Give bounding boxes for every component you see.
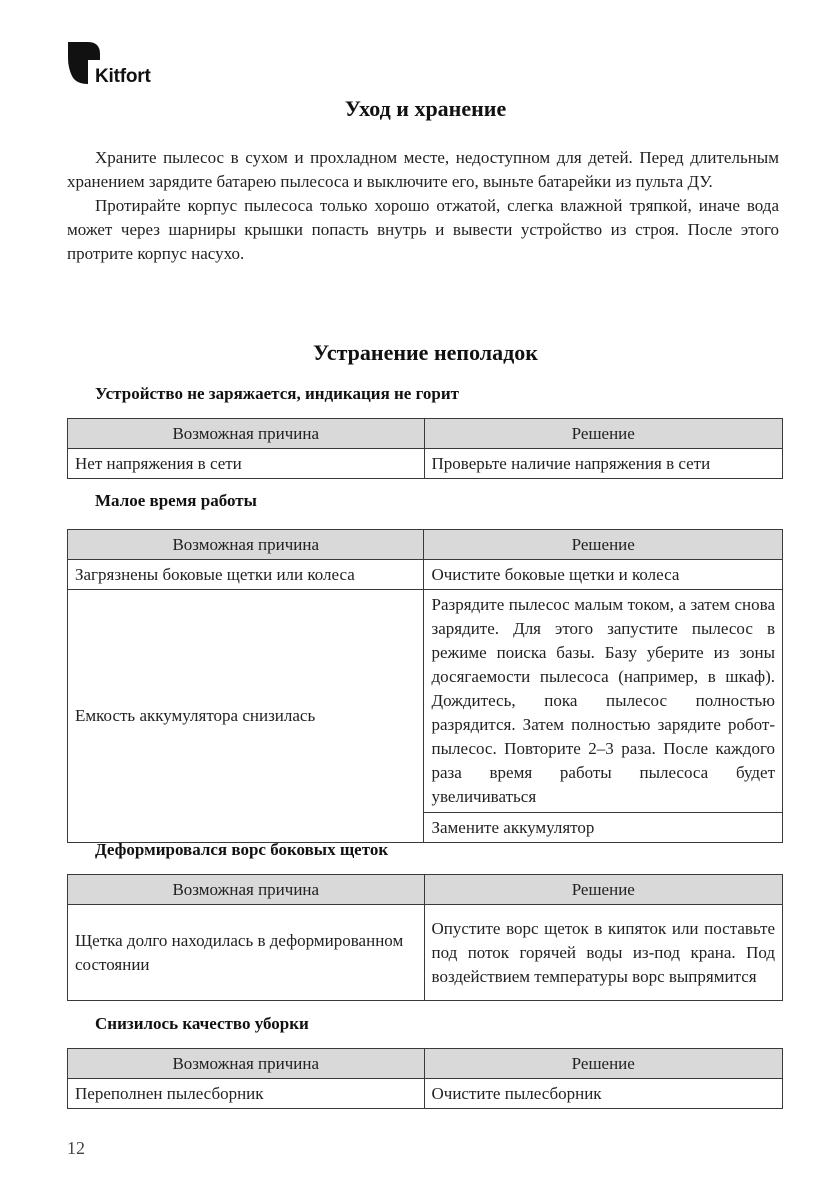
header-cause: Возможная причина [68,530,424,560]
cause-cell: Щетка долго находилась в деформированном состоянии [68,905,425,1001]
table-header-row [68,1049,783,1079]
solution-cell: Очистите боковые щетки и колеса [424,560,783,590]
header-solution: Решение [424,530,783,560]
table-row [68,590,783,813]
header-cause: Возможная причина [68,875,425,905]
table-short-runtime [67,529,783,843]
brand-name: Kitfort [95,66,151,87]
table-header-row [68,419,783,449]
cause-cell: Нет напряжения в сети [68,449,425,479]
table-header-row [68,875,783,905]
header-cause: Возможная причина [68,419,425,449]
section-title-not-charging: Устройство не заряжается, индикация не горит [95,384,459,403]
care-paragraph-2: Протирайте корпус пылесоса только хорошо отжатой, слегка влажной тряпкой, иначе вода может через шарниры крышки попасть внутрь и вывести устройство из строя. После этого протрите корпус насухо. [67,196,779,263]
table-row [68,905,783,1001]
troubleshooting-title: Устранение неполадок [313,340,538,365]
table-header-row [68,530,783,560]
header-solution: Решение [424,419,783,449]
section-title-cleaning-quality: Снизилось качество уборки [95,1014,309,1033]
section-title-bristles-deformed: Деформировался ворс боковых щеток [95,840,389,859]
solution-cell: Опустите ворс щеток в кипяток или поставьте под поток горячей воды из-под крана. Под воздействием температуры ворс выпрямится [424,905,782,1001]
kitfort-logo [66,40,186,88]
table-cleaning-quality [67,1048,783,1109]
cause-cell: Переполнен пылесборник [68,1079,425,1109]
header-cause: Возможная причина [68,1049,425,1079]
page-number: 12 [67,1138,85,1158]
care-text [67,146,779,266]
solution-cell: Разрядите пылесос малым током, а затем снова зарядите. Для этого запустите пылесос в режиме поиска базы. Базу уберите из зоны досягаемости пылесоса (например, в шкаф). Дождитесь, пока пылесос полностью разрядится. Затем полностью зарядите робот-пылесос. Повторите 2–3 раза. После каждого раза время работы пылесоса будет увеличиваться [424,590,783,813]
header-solution: Решение [424,1049,783,1079]
section-title-short-runtime: Малое время работы [95,491,257,510]
table-row [68,1079,783,1109]
header-solution: Решение [424,875,782,905]
care-paragraph-1: Храните пылесос в сухом и прохладном месте, недоступном для детей. Перед длительным хранением зарядите батарею пылесоса и выключите его, выньте батарейки из пульта ДУ. [67,148,779,191]
table-row [68,449,783,479]
table-not-charging [67,418,783,479]
care-title: Уход и хранение [344,96,507,121]
solution-cell: Замените аккумулятор [424,813,783,843]
cause-cell: Емкость аккумулятора снизилась [68,590,424,843]
table-row [68,560,783,590]
table-bristles-deformed [67,874,783,1001]
solution-cell: Очистите пылесборник [424,1079,783,1109]
cause-cell: Загрязнены боковые щетки или колеса [68,560,424,590]
solution-cell: Проверьте наличие напряжения в сети [424,449,783,479]
